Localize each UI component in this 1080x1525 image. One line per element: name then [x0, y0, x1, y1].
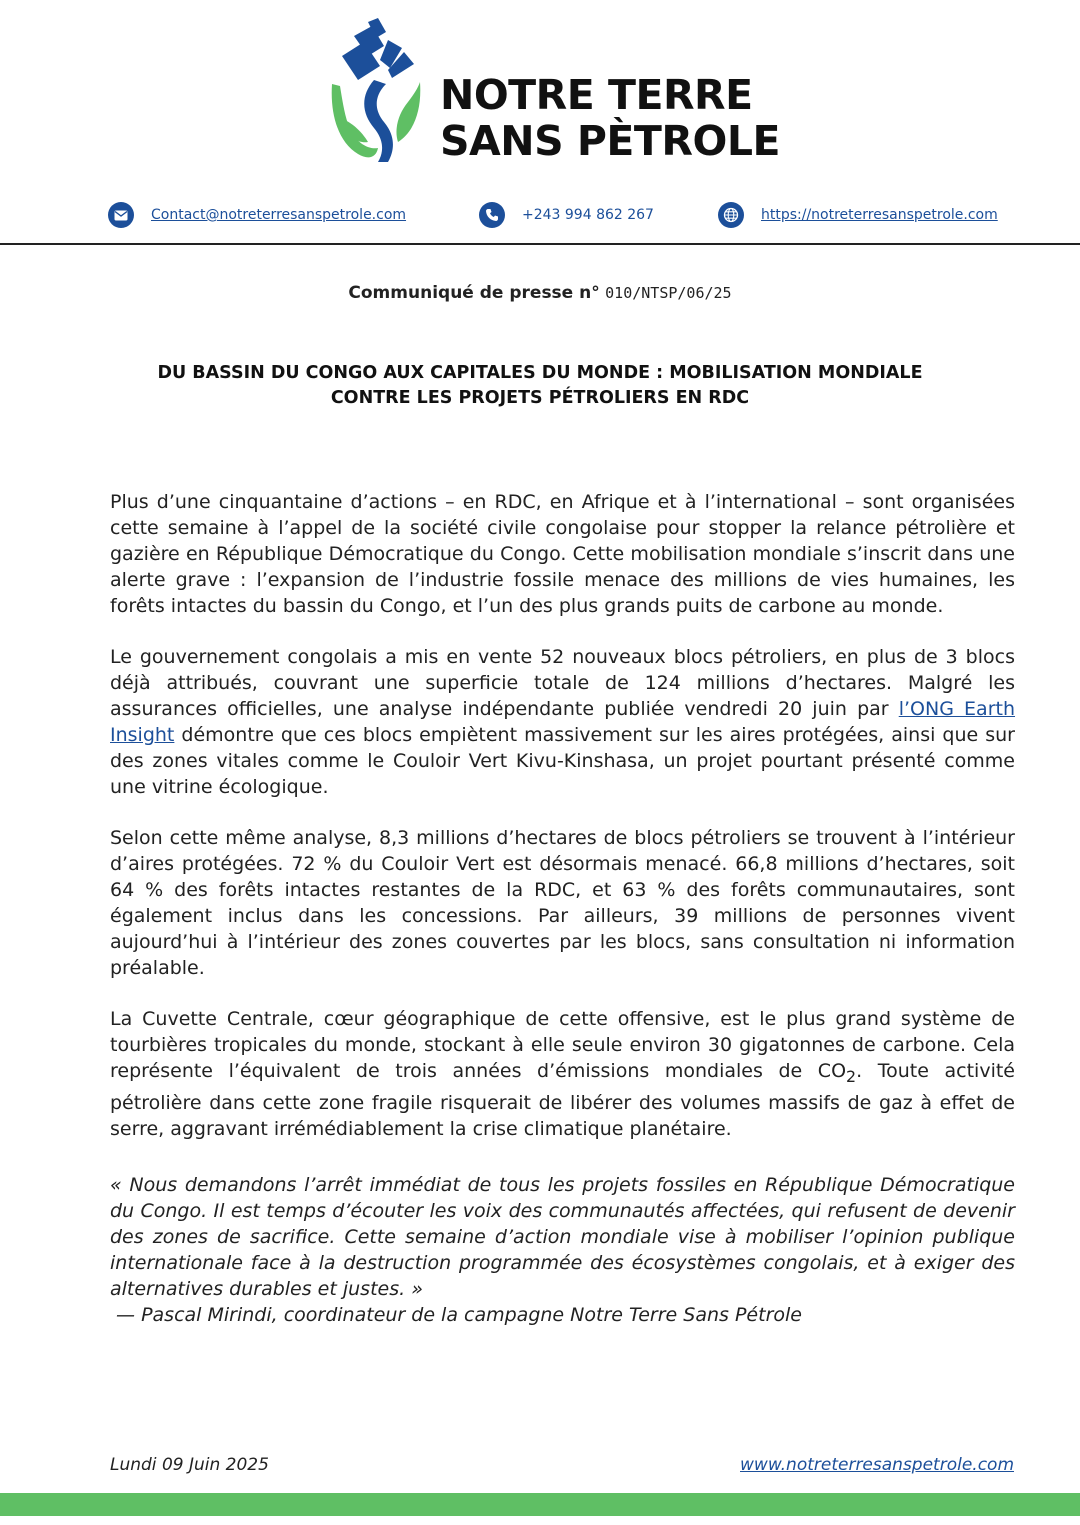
quote-attribution: — Pascal Mirindi, coordinateur de la campagne Notre Terre Sans Pétrole	[110, 1303, 802, 1326]
quote	[110, 1172, 1015, 1328]
press-release-number	[0, 283, 1080, 303]
co2-subscript: 2	[846, 1066, 857, 1086]
quote-text: « Nous demandons l’arrêt immédiat de tous les projets fossiles en République Démocratique du Congo. Il est temps d’écouter les voix des communautés affectées, qui refusent de devenir des zones de sacrifice. Cette semaine d’action mondiale vise à mobiliser l’opinion publique internationale face à la destruction programmée des écosystèmes congolais, et à exiger des alternatives durables et justes. »	[110, 1173, 1015, 1300]
contact-email	[108, 198, 406, 232]
paragraph-4	[110, 1006, 1015, 1142]
earth-insight-link[interactable]: l’ONG Earth Insight	[110, 698, 1016, 746]
paragraph-4-text-a: La Cuvette Centrale, cœur géographique de cette offensive, est le plus grand système de tourbières tropicales du monde, stockant à elle seule environ 30 gigatonnes de carbone. Cela représente l’équivalent de trois années d’émissions mondiales de CO	[110, 1008, 1015, 1082]
footer-green-bar	[0, 1493, 1080, 1516]
header-divider	[0, 243, 1080, 245]
mail-icon	[108, 202, 134, 228]
logo-wordmark	[440, 72, 780, 164]
contact-bar	[0, 198, 1080, 232]
press-label: Communiqué de presse n°	[348, 283, 600, 303]
phone-number: +243 994 862 267	[522, 207, 654, 223]
logo-line-2: SANS PÈTROLE	[440, 117, 780, 165]
fist-leaf-logo-icon	[328, 18, 424, 164]
website-link[interactable]: https://notreterresanspetrole.com	[761, 207, 998, 223]
globe-icon	[718, 202, 744, 228]
contact-phone	[479, 198, 654, 232]
phone-icon	[479, 202, 505, 228]
paragraph-2-text-a: Le gouvernement congolais a mis en vente 52 nouveaux blocs pétroliers, en plus de 3 blocs déjà attribués, couvrant une superficie totale de 124 millions d’hectares. Malgré les assurances officielles, une analyse indépendante publiée vendredi 20 juin par	[110, 646, 1015, 720]
paragraph-2-text-b: démontre que ces blocs empiètent massivement sur les aires protégées, ainsi que sur des zones vitales comme le Couloir Vert Kivu-Kinshasa, un projet pourtant présenté comme une vitrine écologique.	[110, 724, 1015, 798]
body-text	[110, 489, 1015, 1353]
paragraph-2	[110, 644, 1015, 800]
contact-website	[718, 198, 998, 232]
footer-website-link[interactable]: www.notreterresanspetrole.com	[740, 1455, 1014, 1475]
paragraph-1: Plus d’une cinquantaine d’actions – en RDC, en Afrique et à l’international – sont organisées cette semaine à l’appel de la société civile congolaise pour stopper la relance pétrolière et gazière en République Démocratique du Congo. Cette mobilisation mondiale s’inscrit dans une alerte grave : l’expansion de l’industrie fossile menace des millions de vies humaines, les forêts intactes du bassin du Congo, et l’un des plus grands puits de carbone au monde.	[110, 491, 1015, 617]
headline	[120, 361, 960, 411]
logo	[328, 18, 780, 168]
headline-line-1: DU BASSIN DU CONGO AUX CAPITALES DU MONDE : MOBILISATION MONDIALE	[157, 363, 923, 383]
paragraph-3: Selon cette même analyse, 8,3 millions d’hectares de blocs pétroliers se trouvent à l’intérieur d’aires protégées. 72 % du Couloir Vert est désormais menacé. 66,8 millions d’hectares, soit 64 % des forêts intactes restantes de la RDC, et 63 % des forêts communautaires, sont également inclus dans les concessions. Par ailleurs, 39 millions de personnes vivent aujourd’hui à l’intérieur des zones couvertes par les blocs, sans consultation ni information préalable.	[110, 827, 1015, 979]
headline-line-2: CONTRE LES PROJETS PÉTROLIERS EN RDC	[330, 388, 750, 408]
logo-line-1: NOTRE TERRE	[440, 71, 753, 119]
email-link[interactable]: Contact@notreterresanspetrole.com	[151, 207, 407, 223]
press-code: 010/NTSP/06/25	[605, 284, 732, 302]
paragraph-4-text-b: . Toute activité pétrolière dans cette zone fragile risquerait de libérer des volumes massifs de gaz à effet de serre, aggravant irrémédiablement la crise climatique planétaire.	[110, 1060, 1015, 1140]
footer-date: Lundi 09 Juin 2025	[110, 1455, 269, 1475]
